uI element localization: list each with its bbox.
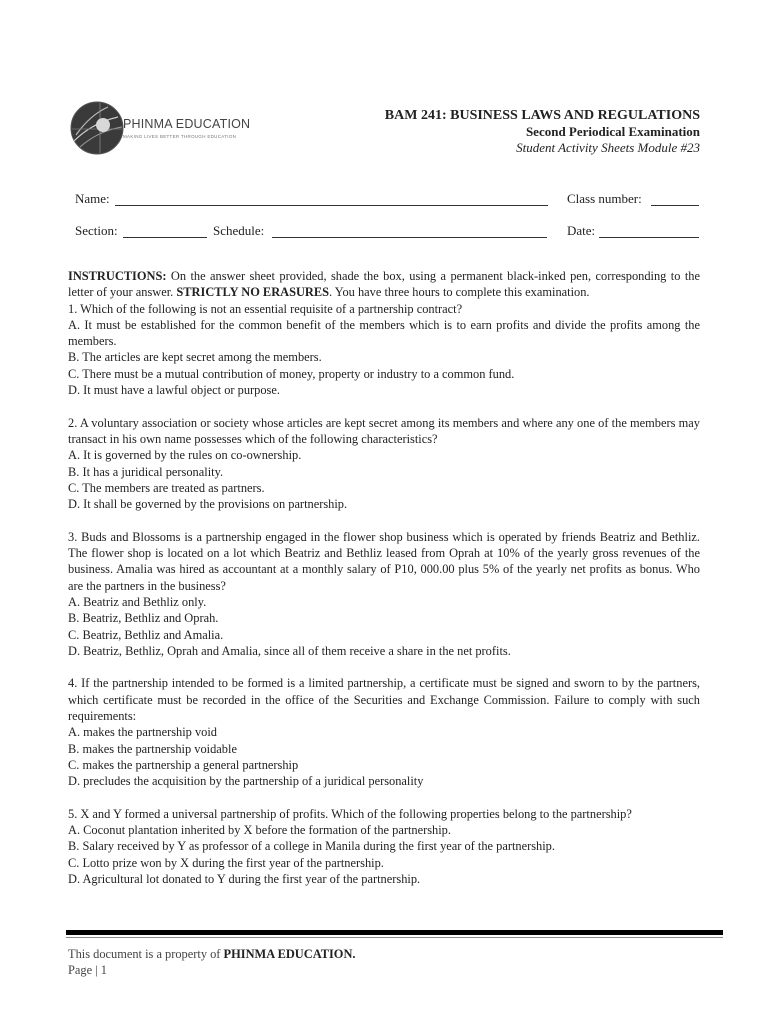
question-stem: 3. Buds and Blossoms is a partnership engaged in the flower shop business which is operated by friends Beatriz and Bethliz. The flower shop is located on a lot which Beatriz and Bethliz leased from Oprah at 10% of the yearly gross revenues of the business. Amalia was hired as accountant at a monthly salary of P10, 000.00 plus 5% of the yearly net profits as bonus. Who are the partners in the business? xyxy=(68,529,700,593)
question-1 xyxy=(68,301,700,399)
module-title: Student Activity Sheets Module #23 xyxy=(516,140,700,155)
page-footer xyxy=(68,946,356,978)
page-number: Page | 1 xyxy=(68,963,107,977)
question-3 xyxy=(68,529,700,659)
choice-d: D. Agricultural lot donated to Y during the first year of the partnership. xyxy=(68,871,421,886)
question-stem: 4. If the partnership intended to be formed is a limited partnership, a certificate must be signed and sworn to by the partners, which certificate must be recorded in the office of the Securities and Exchange Commission. Failure to comply with such requirements: xyxy=(68,676,700,724)
choice-d: D. It must have a lawful object or purpose. xyxy=(68,383,280,398)
section-field[interactable] xyxy=(123,223,207,238)
exam-title: Second Periodical Examination xyxy=(525,124,700,139)
logo-tagline: MAKING LIVES BETTER THROUGH EDUCATION xyxy=(123,134,237,139)
choice-c: C. There must be a mutual contribution of money, property or industry to a common fund. xyxy=(68,366,515,381)
instructions-text: On the answer sheet provided, shade the box, using a permanent black-inked pen, corresponding to the letter of your answer. xyxy=(68,269,700,300)
choice-c: C. The members are treated as partners. xyxy=(68,480,265,495)
choice-a: A. It is governed by the rules on co-ownership. xyxy=(68,448,302,463)
choice-c: C. Beatriz, Bethliz and Amalia. xyxy=(68,627,224,642)
choice-a: A. It must be established for the common benefit of the members which is to earn profits and divide the profits among the members. xyxy=(68,317,700,349)
phinma-globe-icon xyxy=(70,101,124,155)
choice-b: B. The articles are kept secret among the members. xyxy=(68,350,322,365)
phinma-logo xyxy=(70,101,251,155)
choice-b: B. Beatriz, Bethliz and Oprah. xyxy=(68,611,219,626)
choice-a: A. Beatriz and Bethliz only. xyxy=(68,594,207,609)
instructions xyxy=(68,268,700,301)
section-label: Section: xyxy=(75,223,118,238)
choice-c: C. makes the partnership a general partnership xyxy=(68,757,299,772)
choice-d: D. Beatriz, Bethliz, Oprah and Amalia, since all of them receive a share in the net profits. xyxy=(68,643,511,658)
date-label: Date: xyxy=(567,223,596,238)
class-number-label: Class number: xyxy=(567,191,642,206)
footer-divider xyxy=(66,930,723,935)
instructions-label: INSTRUCTIONS: xyxy=(68,269,167,283)
instructions-text-end: . You have three hours to complete this examination. xyxy=(329,285,590,300)
logo-name: PHINMA EDUCATION xyxy=(123,117,251,131)
choice-b: B. Salary received by Y as professor of a college in Manila during the first year of the partnership. xyxy=(68,839,555,854)
choice-a: A. Coconut plantation inherited by X before the formation of the partnership. xyxy=(68,823,451,838)
choice-b: B. makes the partnership voidable xyxy=(68,741,237,756)
name-row xyxy=(75,191,699,209)
choice-d: D. It shall be governed by the provisions on partnership. xyxy=(68,497,348,512)
exam-content xyxy=(68,268,700,887)
schedule-label: Schedule: xyxy=(213,223,265,238)
question-5 xyxy=(68,806,700,887)
question-4 xyxy=(68,675,700,789)
choice-a: A. makes the partnership void xyxy=(68,725,217,740)
footer-ownership xyxy=(68,946,356,962)
class-number-field[interactable] xyxy=(651,191,699,206)
question-2 xyxy=(68,415,700,513)
question-stem: 2. A voluntary association or society whose articles are kept secret among its members and where any one of the members may transact in his own name possesses which of the following characteristics? xyxy=(68,415,700,446)
schedule-field[interactable] xyxy=(272,223,547,238)
footer-owner: PHINMA EDUCATION. xyxy=(223,947,356,961)
course-title: BAM 241: BUSINESS LAWS AND REGULATIONS xyxy=(384,108,700,123)
choice-d: D. precludes the acquisition by the partnership of a juridical personality xyxy=(68,774,424,789)
choice-c: C. Lotto prize won by X during the first year of the partnership. xyxy=(68,855,384,870)
footer-text: This document is a property of xyxy=(68,947,224,961)
exam-header xyxy=(385,108,700,156)
date-field[interactable] xyxy=(599,223,699,238)
choice-b: B. It has a juridical personality. xyxy=(68,464,224,479)
name-label: Name: xyxy=(75,191,110,206)
name-field[interactable] xyxy=(115,191,548,206)
footer-divider-thin xyxy=(66,937,723,938)
section-row xyxy=(75,223,699,241)
question-stem: 1. Which of the following is not an essential requisite of a partnership contract? xyxy=(68,301,463,316)
question-stem: 5. X and Y formed a universal partnership of profits. Which of the following properties belong to the partnership? xyxy=(68,806,632,821)
instructions-emphasis: STRICTLY NO ERASURES xyxy=(176,285,330,300)
